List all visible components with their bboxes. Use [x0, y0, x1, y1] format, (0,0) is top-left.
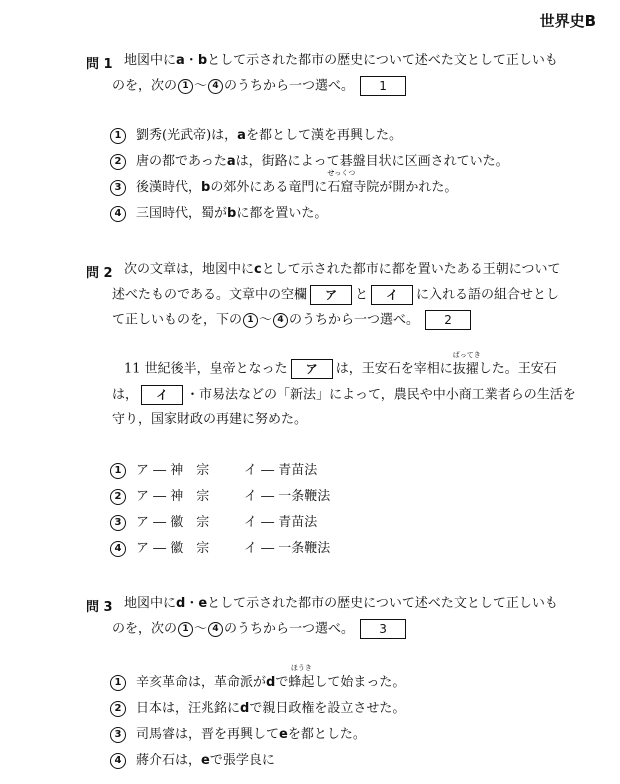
circled-number-icon: 1	[110, 675, 126, 691]
answer-box-2[interactable]: 2	[425, 310, 471, 330]
circled-number-icon: 2	[110, 154, 126, 170]
city-letter-e: e	[198, 596, 208, 611]
city-letter-d: d	[176, 596, 186, 611]
blank-i-box: イ	[371, 285, 413, 305]
q1-option-4[interactable]: 4 三国時代，蜀がbに都を置いた。	[110, 204, 327, 224]
q3-option-4[interactable]: 4 蔣介石は，eで張学良に	[110, 751, 275, 771]
passage-line2: は， イ ・市易法などの「新法」によって，農民や中小商工業者らの生活を	[112, 385, 576, 406]
circled-number-icon: 3	[110, 727, 126, 743]
circled-number-icon: 1	[110, 463, 126, 479]
q2-option-4[interactable]: 4 ア ― 徽 宗 イ ― 一条鞭法	[110, 539, 330, 559]
passage-line1: 11 世紀後半，皇帝となった ア は，王安石を宰相に ばってき 抜擢した。王安石	[124, 359, 557, 380]
blank-i-box: イ	[141, 385, 183, 405]
answer-box-1[interactable]: 1	[360, 76, 406, 96]
subject-title: 世界史B	[539, 12, 596, 30]
circled-number-4-icon: 4	[208, 79, 223, 94]
question-3-stem-line1: 地図中にd・eとして示された都市の歴史について述べた文として正しいも	[124, 596, 558, 611]
passage-line3: 守り，国家財政の再建に努めた。	[112, 412, 308, 427]
circled-number-icon: 3	[110, 180, 126, 196]
q2-option-2[interactable]: 2 ア ― 神 宗 イ ― 一条鞭法	[110, 487, 330, 507]
question-1-stem-line2: のを，次の 1 〜 4 のうちから一つ選べ。 1	[112, 76, 409, 97]
circled-number-icon: 4	[110, 541, 126, 557]
circled-number-1-icon: 1	[178, 622, 193, 637]
ruby-annotation: せっくつ	[327, 169, 356, 177]
q2-option-1[interactable]: 1 ア ― 神 宗 イ ― 青苗法	[110, 461, 317, 481]
circled-number-icon: 2	[110, 489, 126, 505]
q1-option-1[interactable]: 1 劉秀(光武帝)は，aを都として漢を再興した。	[110, 126, 402, 146]
q1-option-2[interactable]: 2 唐の都であったaは，街路によって碁盤目状に区画されていた。	[110, 152, 509, 172]
circled-number-1-icon: 1	[178, 79, 193, 94]
question-3-number: 問 3	[86, 600, 113, 615]
ruby-annotation: ばってき	[452, 350, 481, 359]
question-1-stem-line1: 地図中にa・bとして示された都市の歴史について述べた文として正しいも	[124, 53, 558, 68]
city-letter-b: b	[197, 53, 208, 68]
circled-number-icon: 4	[110, 206, 126, 222]
circled-number-icon: 1	[110, 128, 126, 144]
circled-number-icon: 2	[110, 701, 126, 717]
question-1-number: 問 1	[86, 57, 113, 72]
question-3-stem-line2: のを，次の 1 〜 4 のうちから一つ選べ。 3	[112, 619, 409, 640]
question-2-stem-line1: 次の文章は，地図中にcとして示された都市に都を置いたある王朝について	[124, 262, 561, 277]
q3-option-1[interactable]: 1 辛亥革命は，革命派がdで ほうき 蜂起して始まった。	[110, 673, 405, 693]
answer-box-3[interactable]: 3	[360, 619, 406, 639]
q3-option-3[interactable]: 3 司馬睿は，晋を再興してeを都とした。	[110, 725, 366, 745]
q1-option-3[interactable]: 3 後漢時代，bの郊外にある竜門に せっくつ 石窟寺院が開かれた。	[110, 178, 457, 198]
q2-option-3[interactable]: 3 ア ― 徽 宗 イ ― 青苗法	[110, 513, 317, 533]
circled-number-4-icon: 4	[208, 622, 223, 637]
question-2-stem-line3: て正しいものを，下の 1 〜 4 のうちから一つ選べ。 2	[112, 310, 474, 331]
blank-a-box: ア	[291, 359, 333, 379]
blank-a-box: ア	[310, 285, 352, 305]
circled-number-1-icon: 1	[243, 313, 258, 328]
question-2-number: 問 2	[86, 266, 113, 281]
city-letter-a: a	[176, 53, 185, 68]
circled-number-icon: 4	[110, 753, 126, 769]
circled-number-icon: 3	[110, 515, 126, 531]
question-2-stem-line2: 述べたものである。文章中の空欄 ア と イ に入れる語の組合せとし	[112, 285, 559, 306]
ruby-annotation: ほうき	[290, 664, 312, 672]
circled-number-4-icon: 4	[273, 313, 288, 328]
q3-option-2[interactable]: 2 日本は，汪兆銘にdで親日政権を設立させた。	[110, 699, 405, 719]
